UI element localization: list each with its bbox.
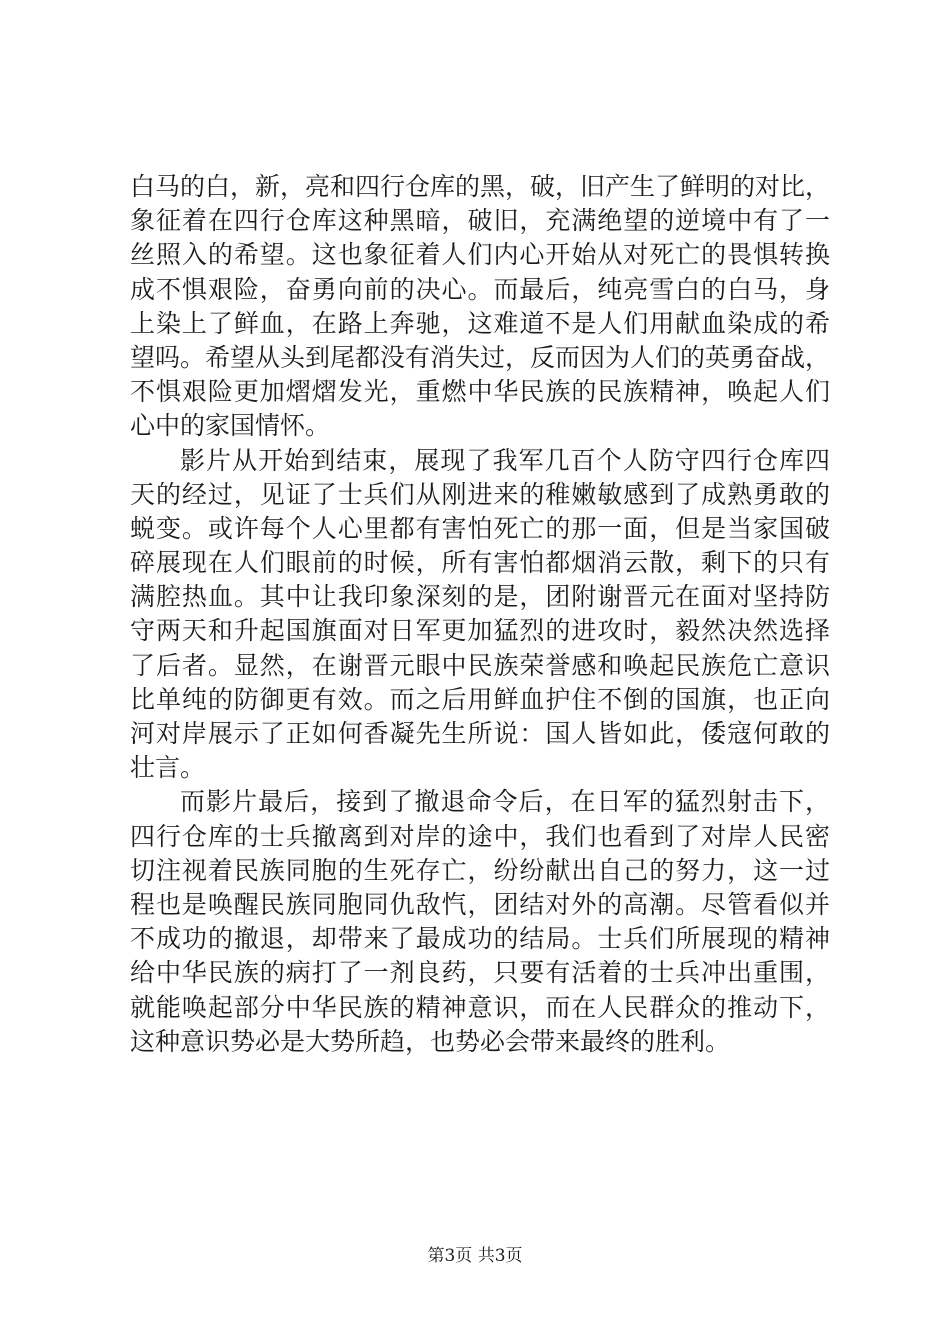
text-line: 天的经过，见证了士兵们从刚进来的稚嫩敏感到了成熟勇敢的 (130, 479, 830, 509)
text-line: 不惧艰险更加熠熠发光，重燃中华民族的民族精神，唤起人们 (130, 377, 830, 407)
text-line: 象征着在四行仓库这种黑暗，破旧，充满绝望的逆境中有了一 (130, 206, 830, 236)
text-line: 程也是唤醒民族同胞同仇敌忾，团结对外的高潮。尽管看似并 (130, 889, 830, 919)
text-line: 四行仓库的士兵撤离到对岸的途中，我们也看到了对岸人民密 (130, 821, 830, 851)
text-line: 蜕变。或许每个人心里都有害怕死亡的那一面，但是当家国破 (130, 513, 830, 543)
paragraph-1 (130, 170, 830, 444)
text-line: 碎展现在人们眼前的时候，所有害怕都烟消云散，剩下的只有 (130, 548, 830, 578)
text-line: 比单纯的防御更有效。而之后用鲜血护住不倒的国旗，也正向 (130, 684, 830, 714)
text-line: 就能唤起部分中华民族的精神意识，而在人民群众的推动下， (130, 992, 830, 1022)
text-line: 这种意识势必是大势所趋，也势必会带来最终的胜利。 (130, 1026, 731, 1056)
text-line: 切注视着民族同胞的生死存亡，纷纷献出自己的努力，这一过 (130, 855, 830, 885)
text-line: 了后者。显然，在谢晋元眼中民族荣誉感和唤起民族危亡意识 (130, 650, 830, 680)
text-line: 心中的家国情怀。 (130, 411, 331, 441)
text-line: 望吗。希望从头到尾都没有消失过，反而因为人们的英勇奋战， (130, 342, 830, 372)
text-line: 上染上了鲜血，在路上奔驰，这难道不是人们用献血染成的希 (130, 308, 830, 338)
text-line: 不成功的撤退，却带来了最成功的结局。士兵们所展现的精神 (130, 924, 830, 954)
text-line: 白马的白，新，亮和四行仓库的黑，破，旧产生了鲜明的对比， (130, 172, 830, 201)
text-line: 给中华民族的病打了一剂良药，只要有活着的士兵冲出重围， (130, 958, 830, 988)
paragraph-2 (130, 444, 830, 786)
text-line: 壮言。 (130, 753, 206, 783)
text-line: 守两天和升起国旗面对日军更加猛烈的进攻时，毅然决然选择 (130, 616, 830, 646)
text-line: 影片从开始到结束，展现了我军几百个人防守四行仓库四 (180, 445, 830, 475)
page-number: 第3页 共3页 (427, 1246, 523, 1266)
document-body (130, 170, 830, 1059)
text-line: 河对岸展示了正如何香凝先生所说：国人皆如此，倭寇何敢的 (130, 719, 830, 748)
paragraph-3 (130, 785, 830, 1059)
text-line: 成不惧艰险，奋勇向前的决心。而最后，纯亮雪白的白马，身 (130, 274, 830, 304)
text-line: 丝照入的希望。这也象征着人们内心开始从对死亡的畏惧转换 (130, 240, 830, 270)
text-line: 满腔热血。其中让我印象深刻的是，团附谢晋元在面对坚持防 (130, 582, 830, 612)
page-footer (0, 1244, 950, 1268)
text-line: 而影片最后，接到了撤退命令后，在日军的猛烈射击下， (180, 787, 830, 817)
